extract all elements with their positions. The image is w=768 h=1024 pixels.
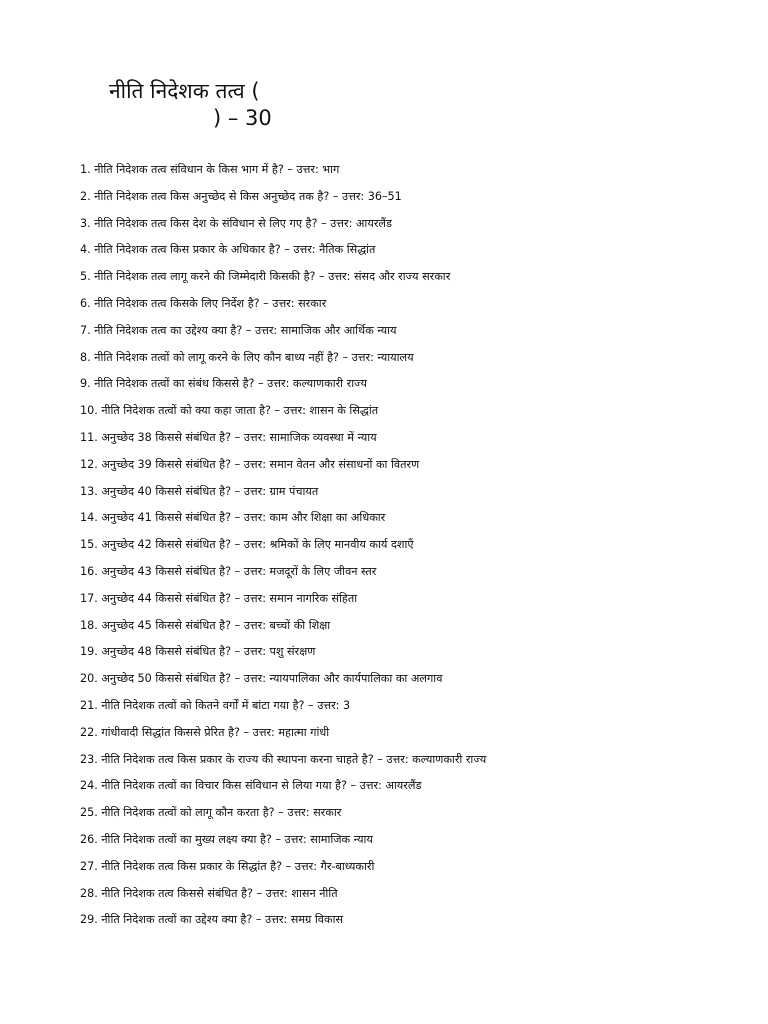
list-item-question-17: 17. अनुच्छेद 44 किससे संबंधित है? – उत्तर: समान नागरिक संहिता <box>80 591 358 605</box>
list-item-question-16: 16. अनुच्छेद 43 किससे संबंधित है? – उत्तर: मजदूरों के लिए जीवन स्तर <box>80 564 377 578</box>
list-item-question-5: 5. नीति निदेशक तत्व लागू करने की जिम्मेदारी किसकी है? – उत्तर: संसद और राज्य सरकार <box>80 270 451 284</box>
list-item-question-26: 26. नीति निदेशक तत्वों का मुख्य लक्ष्य क्या है? – उत्तर: सामाजिक न्याय <box>80 832 373 846</box>
list-item-question-23: 23. नीति निदेशक तत्व किस प्रकार के राज्य की स्थापना करना चाहते है? – उत्तर: कल्याणकारी राज्य <box>80 752 487 766</box>
list-item-question-7: 7. नीति निदेशक तत्व का उद्देश्य क्या है? – उत्तर: सामाजिक और आर्थिक न्याय <box>80 323 397 337</box>
list-item-question-27: 27. नीति निदेशक तत्व किस प्रकार के सिद्धांत है? – उत्तर: गैर-बाध्यकारी <box>80 859 375 873</box>
list-item-question-24: 24. नीति निदेशक तत्वों का विचार किस संविधान से लिया गया है? – उत्तर: आयरलैंड <box>80 779 422 793</box>
list-item-question-21: 21. नीति निदेशक तत्वों को कितने वर्गों में बांटा गया है? – उत्तर: 3 <box>80 698 351 712</box>
question-list <box>80 157 740 934</box>
list-item-question-9: 9. नीति निदेशक तत्वों का संबंध किससे है? – उत्तर: कल्याणकारी राज्य <box>80 377 367 391</box>
list-item-question-6: 6. नीति निदेशक तत्व किसके लिए निर्देश है? – उत्तर: सरकार <box>80 296 327 310</box>
list-item-question-10: 10. नीति निदेशक तत्वों को क्या कहा जाता है? – उत्तर: शासन के सिद्धांत <box>80 404 379 418</box>
list-item-question-18: 18. अनुच्छेद 45 किससे संबंधित है? – उत्तर: बच्चों की शिक्षा <box>80 618 331 632</box>
list-item-question-20: 20. अनुच्छेद 50 किससे संबंधित है? – उत्तर: न्यायपालिका और कार्यपालिका का अलगाव <box>80 672 443 686</box>
list-item-question-28: 28. नीति निदेशक तत्व किससे संबंधित है? – उत्तर: शासन नीति <box>80 886 338 900</box>
list-item-question-2: 2. नीति निदेशक तत्व किस अनुच्छेद से किस अनुच्छेद तक है? – उत्तर: 36–51 <box>80 189 402 203</box>
list-item-question-12: 12. अनुच्छेद 39 किससे संबंधित है? – उत्तर: समान वेतन और संसाधनों का वितरण <box>80 457 420 471</box>
list-item-question-29: 29. नीति निदेशक तत्वों का उद्देश्य क्या है? – उत्तर: समग्र विकास <box>80 913 344 927</box>
list-item-question-8: 8. नीति निदेशक तत्वों को लागू करने के लिए कौन बाध्य नहीं है? – उत्तर: न्यायालय <box>80 350 414 364</box>
list-item-question-25: 25. नीति निदेशक तत्वों को लागू कौन करता है? – उत्तर: सरकार <box>80 806 342 820</box>
list-item-question-4: 4. नीति निदेशक तत्व किस प्रकार के अधिकार है? – उत्तर: नैतिक सिद्धांत <box>80 243 376 257</box>
list-item-question-15: 15. अनुच्छेद 42 किससे संबंधित है? – उत्तर: श्रमिकों के लिए मानवीय कार्य दशाएँ <box>80 538 414 552</box>
list-item-question-14: 14. अनुच्छेद 41 किससे संबंधित है? – उत्तर: काम और शिक्षा का अधिकार <box>80 511 386 525</box>
list-item-question-3: 3. नीति निदेशक तत्व किस देश के संविधान से लिए गए है? – उत्तर: आयरलैंड <box>80 216 392 230</box>
list-item-question-19: 19. अनुच्छेद 48 किससे संबंधित है? – उत्तर: पशु संरक्षण <box>80 645 316 659</box>
page-title-line-1: नीति निदेशक तत्व ( <box>109 79 260 103</box>
page-title-line-2: ) – 30 <box>213 106 272 130</box>
list-item-question-22: 22. गांधीवादी सिद्धांत किससे प्रेरित है? – उत्तर: महात्मा गांधी <box>80 725 330 739</box>
list-item-question-13: 13. अनुच्छेद 40 किससे संबंधित है? – उत्तर: ग्राम पंचायत <box>80 484 319 498</box>
list-item-question-11: 11. अनुच्छेद 38 किससे संबंधित है? – उत्तर: सामाजिक व्यवस्था में न्याय <box>80 430 377 444</box>
list-item-question-1: 1. नीति निदेशक तत्व संविधान के किस भाग में है? – उत्तर: भाग <box>80 163 340 176</box>
